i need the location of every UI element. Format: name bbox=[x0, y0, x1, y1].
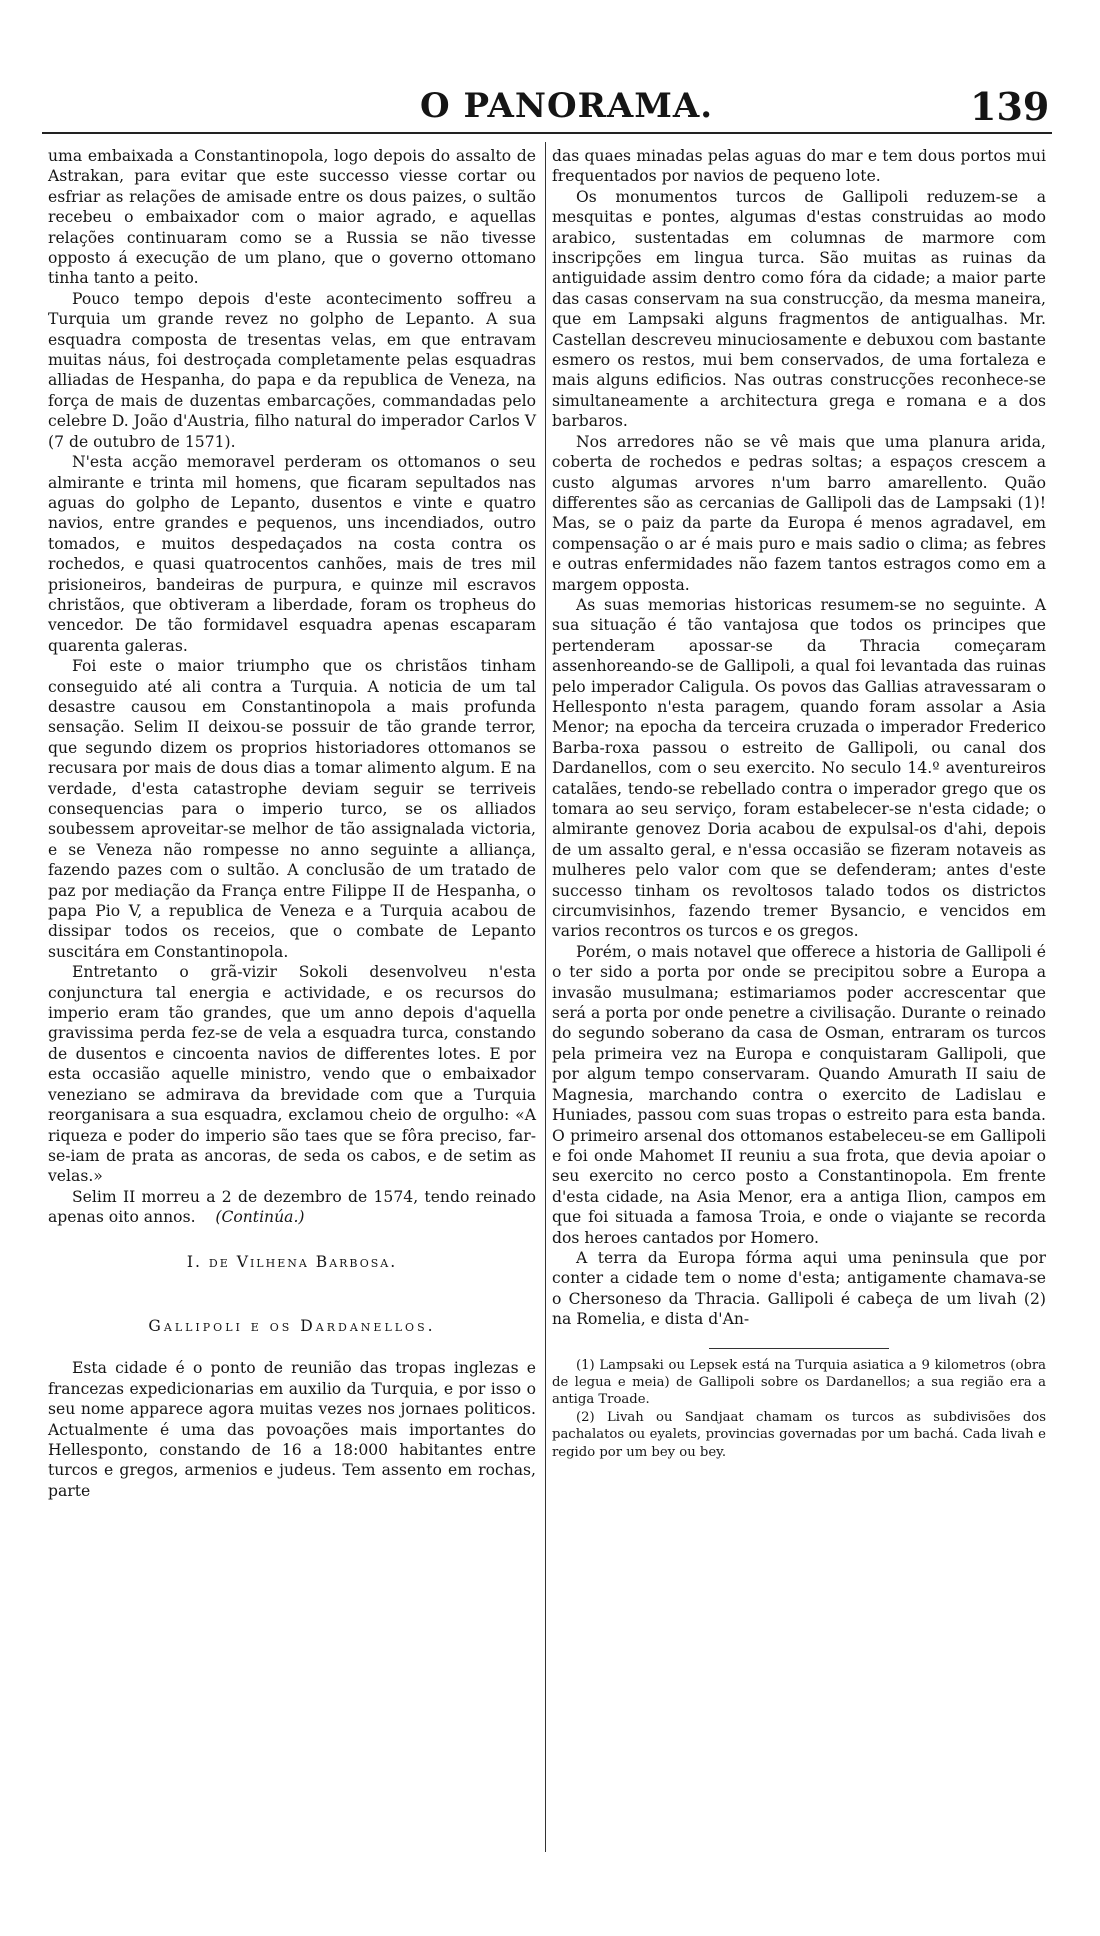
paragraph-last bbox=[48, 1187, 536, 1228]
paragraph: N'esta acção memoravel perderam os ottomanos o seu almirante e trinta mil homens, que ficaram sepultados nas aguas do golpho de Lepanto, dusentos e vinte e quatro navios, entre grandes e pequenos, uns incendiados, outro tomados, e muitos despedaçados na costa contra os rochedos, e quasi quatrocentos canhões, mais de tres mil prisioneiros, bandeiras de purpura, e quinze mil escravos christãos, que obtiveram a liberdade, foram os tropheus do vencedor. De tão formidavel esquadra apenas escaparam quarenta galeras. bbox=[48, 453, 536, 655]
paragraph: uma embaixada a Constantinopola, logo depois do assalto de Astrakan, para evitar que este successo viesse cortar ou esfriar as relações de amisade entre os dous paizes, o sultão recebeu o embaixador com o maior agrado, e aquellas relações continuaram como se a Russia se não tivesse opposto á execução de um plano, que o governo ottomano tinha tanto a peito. bbox=[48, 147, 536, 288]
paragraph: Porém, o mais notavel que offerece a historia de Gallipoli é o ter sido a porta por onde se precipitou sobre a Europa a invasão musulmana; estimariamos poder accrescentar que será a porta por onde penetre a civilisação. Durante o reinado do segundo soberano da casa de Osman, entraram os turcos pela primeira vez na Europa e conquistaram Gallipoli, que por algum tempo conservaram. Quando Amurath II saiu de Magnesia, marchando contra o exercito de Ladislau e Huniades, passou com suas tropas o estreito para esta banda. O primeiro arsenal dos ottomanos estabeleceu-se em Gallipoli e foi onde Mahomet II reuniu a sua frota, que devia apoiar o seu exercito no cerco posto a Constantinopola. Em frente d'esta cidade, na Asia Menor, era a antiga Ilion, campos em que foi situada a famosa Troia, e onde o viajante se recorda dos heroes cantados por Homero. bbox=[552, 942, 1046, 1247]
paragraph: Os monumentos turcos de Gallipoli reduzem-se a mesquitas e pontes, algumas d'estas construidas ao modo arabico, sustentadas em columnas de marmore com inscripções em lingua turca. São muitas as ruinas da antiguidade assim dentro como fóra da cidade; a maior parte das casas conservam na sua construcção, da mesma maneira, que em Lampsaki alguns fragmentos de antigualhas. Mr. Castellan descreveu minuciosamente e debuxou com bastante esmero os restos, mui bem conservados, de uma fortaleza e mais alguns edificios. Nas outras construcções reconhece-se simultaneamente a architectura grega e romana e a dos barbaros. bbox=[552, 187, 1046, 431]
paragraph: A terra da Europa fórma aqui uma peninsula que por conter a cidade tem o nome d'esta; antigamente chamava-se o Chersoneso da Thracia. Gallipoli é cabeça de um livah (2) na Romelia, e dista d'An- bbox=[552, 1248, 1046, 1329]
left-column bbox=[48, 146, 536, 1501]
footnote-2: (2) Livah ou Sandjaat chamam os turcos as subdivisões dos pachalatos ou eyalets, provincias governadas por um bachá. Cada livah e regido por um bey ou bey. bbox=[552, 1409, 1046, 1460]
paragraph: Pouco tempo depois d'este acontecimento soffreu a Turquia um grande revez no golpho de Lepanto. A sua esquadra composta de tresentas velas, em que entravam muitas náus, foi destroçada completamente pelas esquadras alliadas de Hespanha, do papa e da republica de Veneza, na força de mais de duzentas embarcações, commandadas pelo celebre D. João d'Austria, filho natural do imperador Carlos V (7 de outubro de 1571). bbox=[48, 289, 536, 451]
header-rule bbox=[42, 132, 1052, 134]
page-header bbox=[0, 80, 1100, 130]
article-title: Gallipoli e os Dardanellos. bbox=[148, 1316, 436, 1335]
paragraph: Foi este o maior triumpho que os christãos tinham conseguido até ali contra a Turquia. A noticia de um tal desastre causou em Constantinopola a mais profunda sensação. Selim II deixou-se possuir de tão grande terror, que segundo dizem os proprios historiadores ottomanos se recusara por mais de dous dias a tomar alimento algum. E na verdade, d'esta catastrophe deviam seguir se terriveis consequencias para o imperio turco, se os alliados soubessem aproveitar-se melhor de tão assignalada victoria, e se Veneza não rompesse no anno seguinte a alliança, fazendo pazes com o sultão. A conclusão de um tratado de paz por mediação da França entre Filippe II de Hespanha, o papa Pio V, a republica de Veneza e a Turquia acabou de dissipar todos os receios, que o combate de Lepanto suscitára em Constantinopola. bbox=[48, 657, 536, 961]
continua-note: (Continúa.) bbox=[215, 1208, 305, 1227]
right-column bbox=[552, 146, 1046, 1461]
footnote-rule bbox=[709, 1348, 889, 1349]
paragraph: Nos arredores não se vê mais que uma planura arida, coberta de rochedos e pedras soltas; a espaços crescem a custo algumas arvores n'um barro amarellento. Quão differentes são as cercanias de Gallipoli das de Lampsaki (1)! Mas, se o paiz da parte da Europa é menos agradavel, em compensação o ar é mais puro e mais sadio o clima; as febres e outras enfermidades não fazem tantos estragos como em a margem opposta. bbox=[552, 432, 1046, 594]
article-paragraph: Esta cidade é o ponto de reunião das tropas inglezas e francezas expedicionarias em auxilio da Turquia, e por isso o seu nome apparece agora muitas vezes nos jornaes politicos. Actualmente é uma das povoações mais importantes do Hellesponto, constando de 16 a 18:000 habitantes entre turcos e gregos, armenios e judeus. Tem assento em rochas, parte bbox=[48, 1359, 536, 1500]
column-divider bbox=[545, 142, 546, 1852]
journal-title: O PANORAMA. bbox=[420, 86, 714, 126]
footnote-1: (1) Lampsaki ou Lepsek está na Turquia asiatica a 9 kilometros (obra de legua e meia) de Gallipoli sobre os Dardanellos; a sua região era a antiga Troade. bbox=[552, 1357, 1046, 1408]
paragraph: das quaes minadas pelas aguas do mar e tem dous portos mui frequentados por navios de pequeno lote. bbox=[552, 147, 1046, 186]
paragraph: Entretanto o grã-vizir Sokoli desenvolveu n'esta conjunctura tal energia e actividade, e os recursos do imperio eram tão grandes, que um anno depois d'aquella gravissima perda fez-se de vela a esquadra turca, constando de dusentos e cincoenta navios de differentes lotes. E por esta occasião aquelle ministro, vendo que o embaixador veneziano se admirava da brevidade com que a Turquia reorganisara a sua esquadra, exclamou cheio de orgulho: «A riqueza e poder do imperio são taes que se fôra preciso, far-se-iam de prata as ancoras, de seda os cabos, e de setim as velas.» bbox=[48, 963, 536, 1186]
last-paragraph-text: Selim II morreu a 2 de dezembro de 1574, tendo reinado apenas oito annos. bbox=[48, 1187, 536, 1227]
author-signature: I. de Vilhena Barbosa. bbox=[186, 1252, 398, 1271]
page-number: 139 bbox=[970, 84, 1050, 129]
paragraph: As suas memorias historicas resumem-se no seguinte. A sua situação é tão vantajosa que todos os principes que pertenderam apossar-se da Thracia começaram assenhoreando-se de Gallipoli, a qual foi levantada das ruinas pelo imperador Caligula. Os povos das Gallias atravessaram o Hellesponto n'esta paragem, quando foram assolar a Asia Menor; na epocha da terceira cruzada o imperador Frederico Barba-roxa passou o estreito de Gallipoli, ou canal dos Dardanellos, com o seu exercito. No seculo 14.º aventureiros catalães, tendo-se rebellado contra o imperador grego que os tomara ao seu serviço, foram estabelecer-se n'esta cidade; o almirante genovez Doria acabou de expulsal-os d'ahi, depois de um assalto geral, e n'essa occasião se fizeram notaveis as mulheres pelo valor com que se defenderam; antes d'este successo tinham os revoltosos talado todos os districtos circumvisinhos, fazendo tremer Bysancio, e vencidos em varios recontros os turcos e os gregos. bbox=[552, 595, 1046, 941]
